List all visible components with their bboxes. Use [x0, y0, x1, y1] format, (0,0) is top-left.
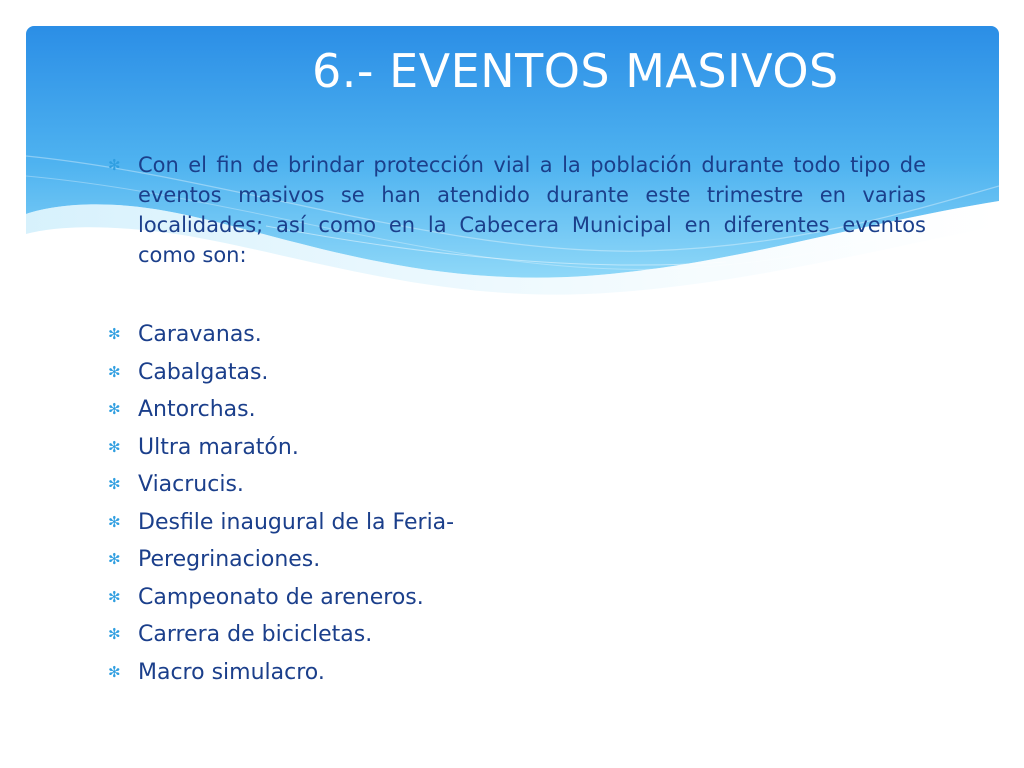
list-item-label: Campeonato de areneros.: [138, 584, 424, 610]
list-item: [108, 429, 926, 467]
list-item-label: Ultra maratón.: [138, 434, 299, 460]
intro-paragraph: Con el fin de brindar protección vial a la población durante todo tipo de eventos masivos se han atendido durante este trimestre en varias localidades; así como en la Cabecera Municipal en diferentes eventos como son:: [138, 153, 926, 267]
list-item: [108, 391, 926, 429]
list-item-label: Viacrucis.: [138, 472, 244, 498]
intro-bullet: [108, 150, 926, 270]
list-item: [108, 316, 926, 354]
bullet-icon: ✻: [108, 512, 121, 531]
bullet-icon: ✻: [108, 400, 121, 418]
slide-body: [108, 150, 926, 691]
list-item: [108, 466, 926, 504]
list-item: [108, 504, 926, 542]
list-item: [108, 541, 926, 579]
list-item-label: Desfile inaugural de la Feria-: [138, 509, 455, 535]
bullet-icon: ✻: [108, 662, 121, 681]
event-list: [108, 316, 926, 691]
slide-title: 6.- EVENTOS MASIVOS: [312, 44, 839, 98]
bullet-icon: ✻: [108, 362, 121, 381]
list-item: [108, 354, 926, 392]
list-item: [108, 616, 926, 654]
bullet-icon: ✻: [108, 475, 121, 493]
bullet-icon: ✻: [108, 325, 121, 343]
list-item-label: Caravanas.: [138, 322, 262, 348]
list-item-label: Cabalgatas.: [138, 359, 269, 385]
list-item-label: Peregrinaciones.: [138, 547, 321, 573]
list-item-label: Macro simulacro.: [138, 659, 325, 685]
bullet-icon: ✻: [108, 156, 121, 174]
list-item: [108, 654, 926, 692]
bullet-icon: ✻: [108, 625, 121, 643]
list-item: [108, 579, 926, 617]
list-item-label: Antorchas.: [138, 397, 256, 423]
list-item-label: Carrera de bicicletas.: [138, 622, 373, 648]
bullet-icon: ✻: [108, 587, 121, 606]
bullet-icon: ✻: [108, 437, 121, 456]
bullet-icon: ✻: [108, 550, 121, 568]
